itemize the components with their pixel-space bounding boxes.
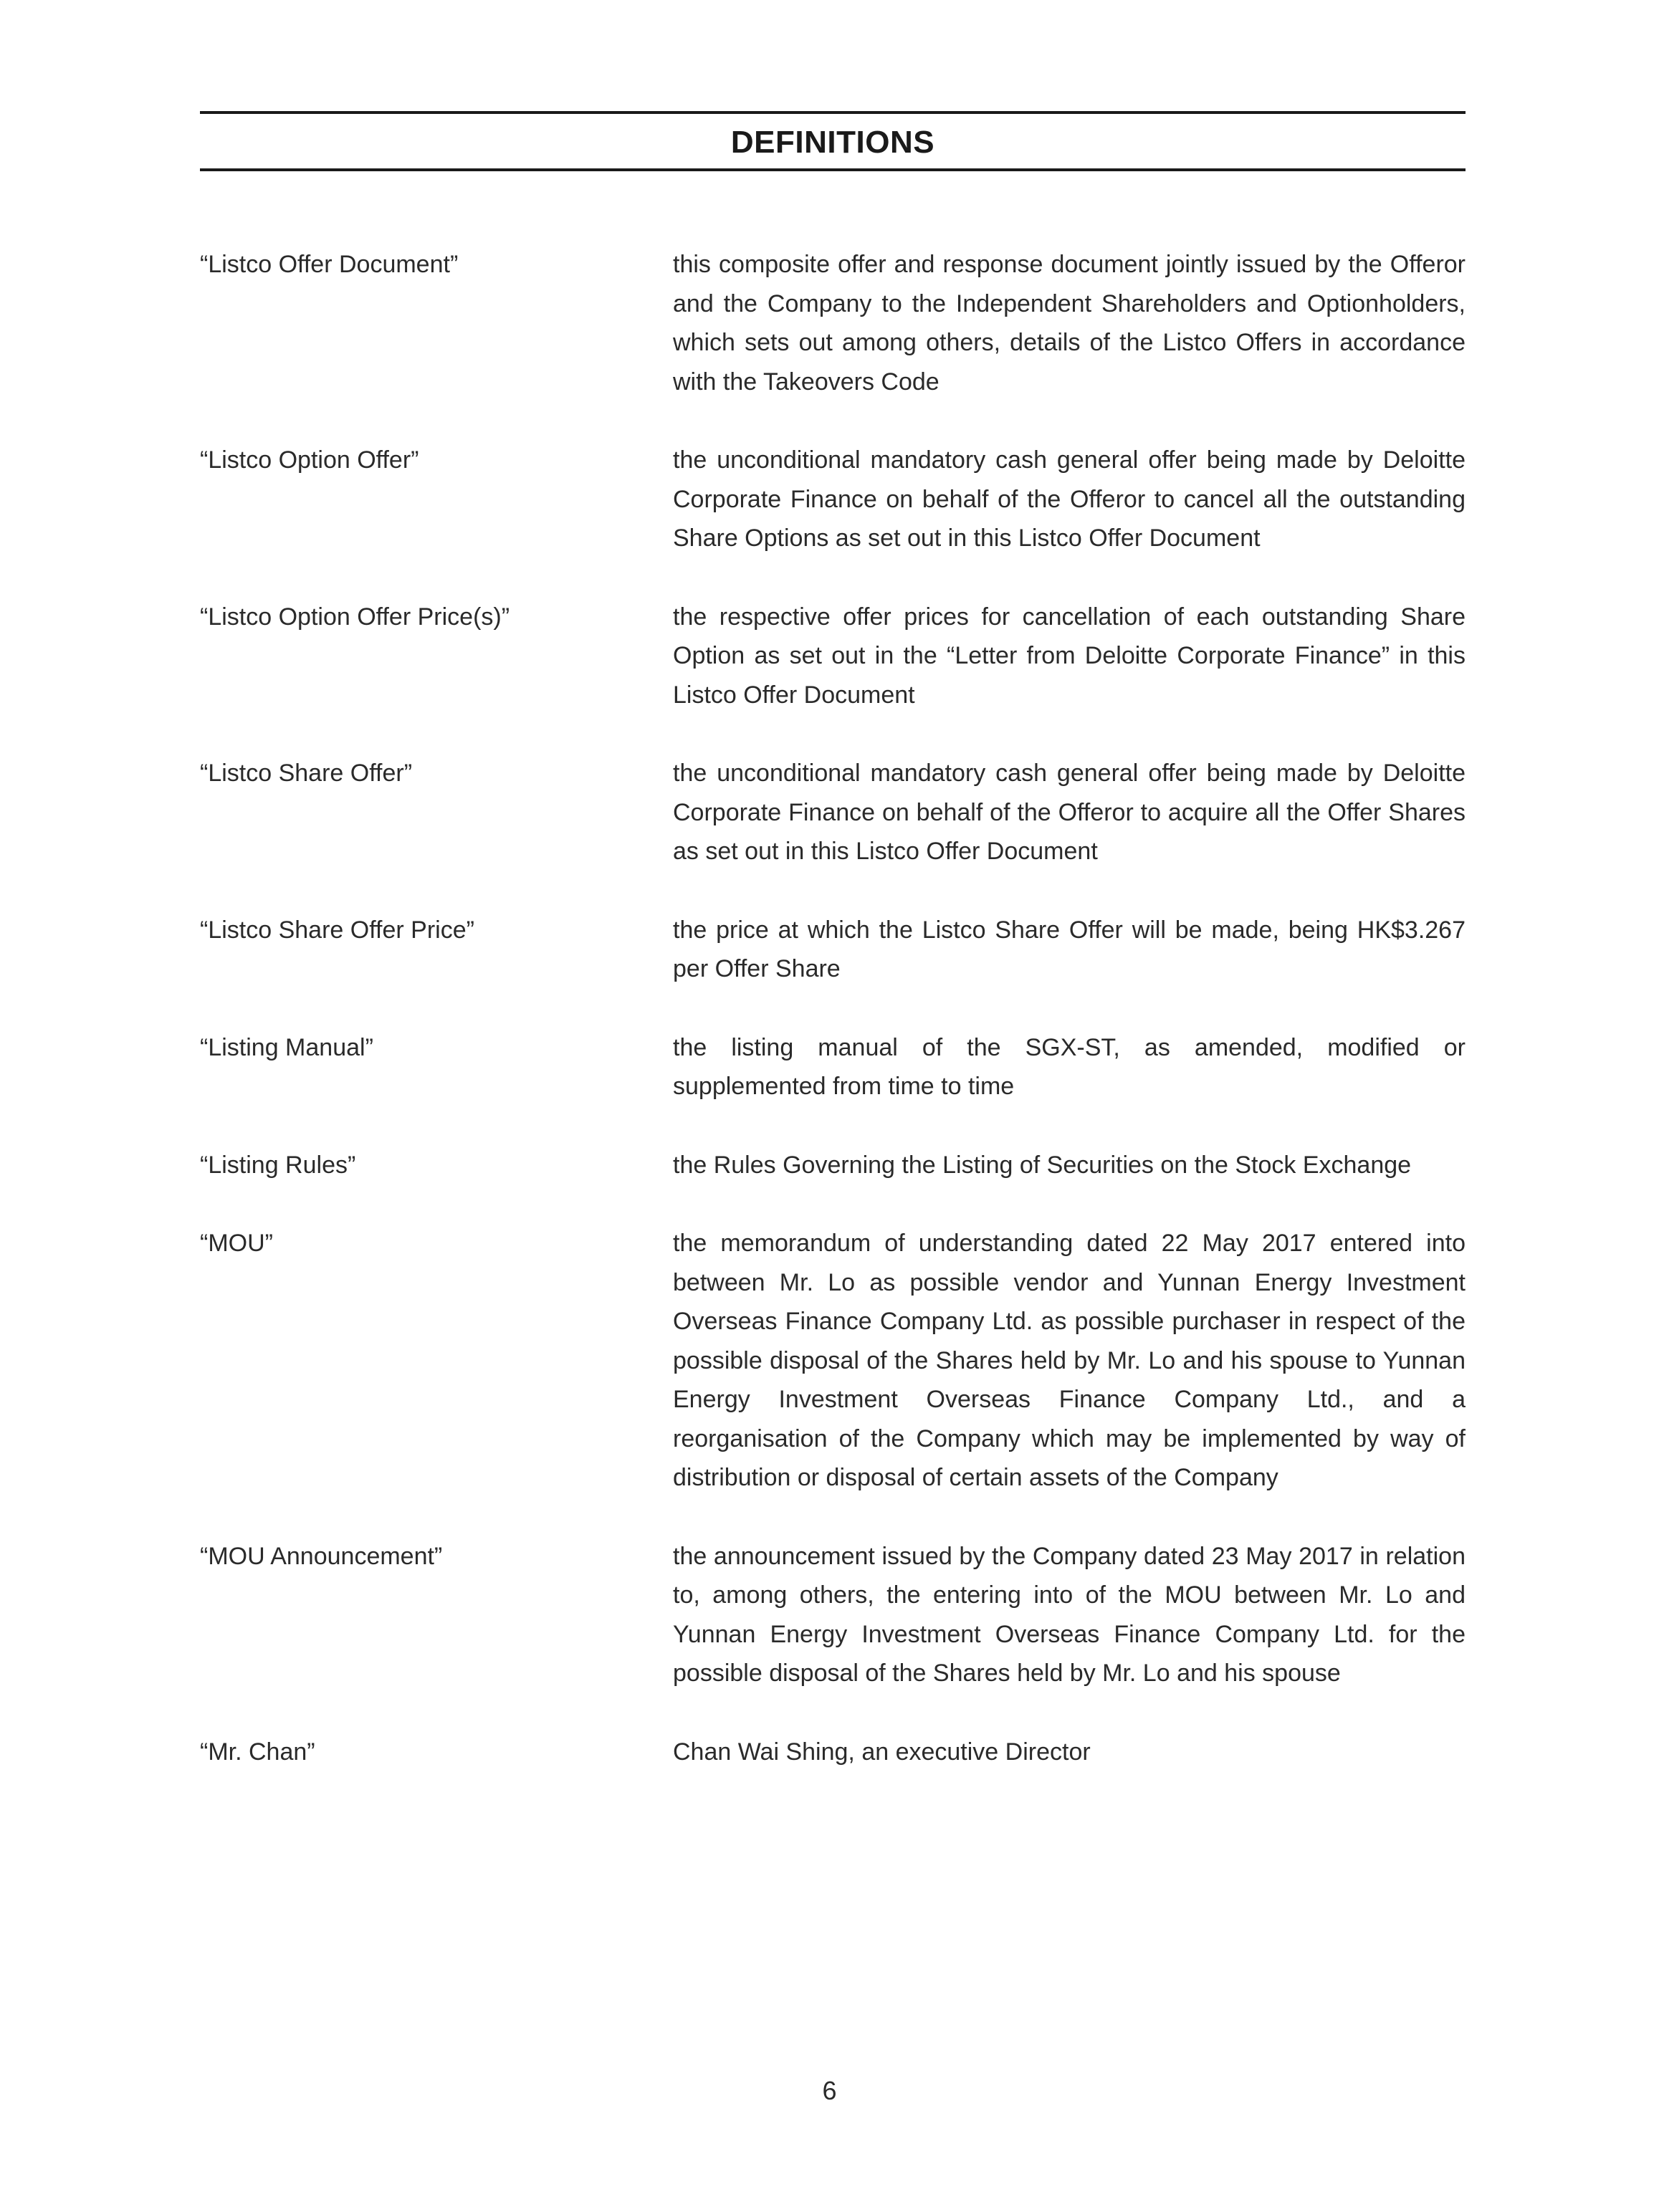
definition-text: the listing manual of the SGX-ST, as amended, modified or supplemented from time to time [673, 1033, 1466, 1100]
definition-text: the announcement issued by the Company dated 23 May 2017 in relation to, among others, the entering into of the MOU between Mr. Lo and Yunnan Energy Investment Overseas Finance Company Ltd. for the possible disposal of the Shares held by Mr. Lo and his spouse [673, 1542, 1466, 1687]
definition-term: “Listco Share Offer Price” [200, 916, 474, 944]
definition-term: “Mr. Chan” [200, 1738, 315, 1766]
definition-row [200, 441, 1466, 558]
definition-text: the unconditional mandatory cash general offer being made by Deloitte Corporate Finance on behalf of the Offeror to acquire all the Offer Shares as set out in this Listco Offer Document [673, 760, 1466, 865]
definition-text: the respective offer prices for cancellation of each outstanding Share Option as set out in the “Letter from Deloitte Corporate Finance” in this Listco Offer Document [673, 603, 1466, 709]
definition-row [200, 598, 1466, 715]
definition-text: the price at which the Listco Share Offer will be made, being HK$3.267 per Offer Share [673, 916, 1466, 982]
definition-term: “Listco Share Offer” [200, 760, 413, 787]
page-number: 6 [822, 2076, 837, 2105]
definition-text: the Rules Governing the Listing of Securities on the Stock Exchange [673, 1151, 1412, 1179]
definition-term: “Listing Manual” [200, 1033, 373, 1061]
definition-text: the memorandum of understanding dated 22 May 2017 entered into between Mr. Lo as possible vendor and Yunnan Energy Investment Overseas Finance Company Ltd. as possible purchaser in respect of the possible disposal of the Shares held by Mr. Lo and his spouse to Yunnan Energy Investment Overseas Finance Company Ltd., and a reorganisation of the Company which may be implemented by way of distribution or disposal of certain assets of the Company [673, 1230, 1466, 1491]
definition-text: Chan Wai Shing, an executive Director [673, 1738, 1091, 1766]
definition-term: “MOU Announcement” [200, 1542, 443, 1570]
definition-row [200, 1146, 1466, 1185]
definition-term: “Listco Offer Document” [200, 251, 459, 278]
definition-row [200, 1537, 1466, 1693]
definition-row [200, 1224, 1466, 1498]
page-title: DEFINITIONS [730, 125, 935, 160]
definition-text: the unconditional mandatory cash general offer being made by Deloitte Corporate Finance on behalf of the Offeror to cancel all the outstanding Share Options as set out in this Listco Offer Document [673, 446, 1466, 552]
definition-term: “Listing Rules” [200, 1151, 356, 1179]
definition-row [200, 754, 1466, 871]
page-header [200, 111, 1466, 171]
definition-row [200, 1028, 1466, 1106]
definitions-list [200, 245, 1466, 1811]
definition-term: “Listco Option Offer Price(s)” [200, 603, 510, 631]
definition-row [200, 245, 1466, 401]
definition-row [200, 911, 1466, 989]
definition-text: this composite offer and response document jointly issued by the Offeror and the Company to the Independent Shareholders and Optionholders, which sets out among others, details of the Listco Offers in accordance with the Takeovers Code [673, 251, 1466, 396]
definition-row [200, 1733, 1466, 1772]
definition-term: “Listco Option Offer” [200, 446, 419, 474]
definition-term: “MOU” [200, 1230, 273, 1257]
